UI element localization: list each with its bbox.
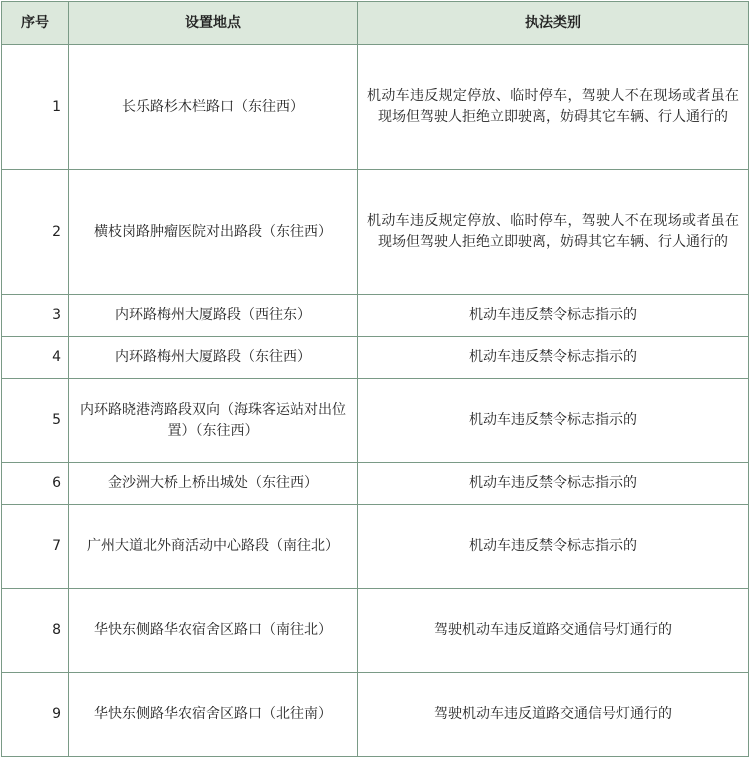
row-num: 4 (2, 337, 69, 379)
row-num: 5 (2, 379, 69, 463)
row-category: 机动车违反禁令标志指示的 (358, 505, 749, 589)
row-location: 华快东侧路华农宿舍区路口（南往北） (69, 589, 358, 673)
row-num: 6 (2, 463, 69, 505)
row-num: 1 (2, 45, 69, 170)
header-location: 设置地点 (69, 2, 358, 45)
table-row (2, 505, 749, 589)
table-row (2, 170, 749, 295)
row-location: 金沙洲大桥上桥出城处（东往西） (69, 463, 358, 505)
row-location: 内环路梅州大厦路段（东往西） (69, 337, 358, 379)
table-header-row (2, 2, 749, 45)
header-category: 执法类别 (358, 2, 749, 45)
row-category: 机动车违反禁令标志指示的 (358, 463, 749, 505)
row-num: 9 (2, 673, 69, 757)
row-num: 7 (2, 505, 69, 589)
row-location: 内环路晓港湾路段双向（海珠客运站对出位置）（东往西） (69, 379, 358, 463)
row-category: 机动车违反禁令标志指示的 (358, 337, 749, 379)
row-category: 机动车违反禁令标志指示的 (358, 379, 749, 463)
row-num: 2 (2, 170, 69, 295)
row-location: 内环路梅州大厦路段（西往东） (69, 295, 358, 337)
row-category: 驾驶机动车违反道路交通信号灯通行的 (358, 589, 749, 673)
row-category: 机动车违反规定停放、临时停车，驾驶人不在现场或者虽在现场但驾驶人拒绝立即驶离，妨碍其它车辆、行人通行的 (358, 45, 749, 170)
table-row (2, 295, 749, 337)
row-category: 机动车违反禁令标志指示的 (358, 295, 749, 337)
row-location: 横枝岗路肿瘤医院对出路段（东往西） (69, 170, 358, 295)
table-row (2, 337, 749, 379)
enforcement-locations-table (1, 1, 749, 757)
row-category: 驾驶机动车违反道路交通信号灯通行的 (358, 673, 749, 757)
table-row (2, 673, 749, 757)
row-location: 长乐路杉木栏路口（东往西） (69, 45, 358, 170)
row-location: 广州大道北外商活动中心路段（南往北） (69, 505, 358, 589)
header-num: 序号 (2, 2, 69, 45)
row-location: 华快东侧路华农宿舍区路口（北往南） (69, 673, 358, 757)
table-row (2, 463, 749, 505)
table-row (2, 589, 749, 673)
table-row (2, 45, 749, 170)
row-category: 机动车违反规定停放、临时停车，驾驶人不在现场或者虽在现场但驾驶人拒绝立即驶离，妨碍其它车辆、行人通行的 (358, 170, 749, 295)
row-num: 8 (2, 589, 69, 673)
row-num: 3 (2, 295, 69, 337)
table-row (2, 379, 749, 463)
